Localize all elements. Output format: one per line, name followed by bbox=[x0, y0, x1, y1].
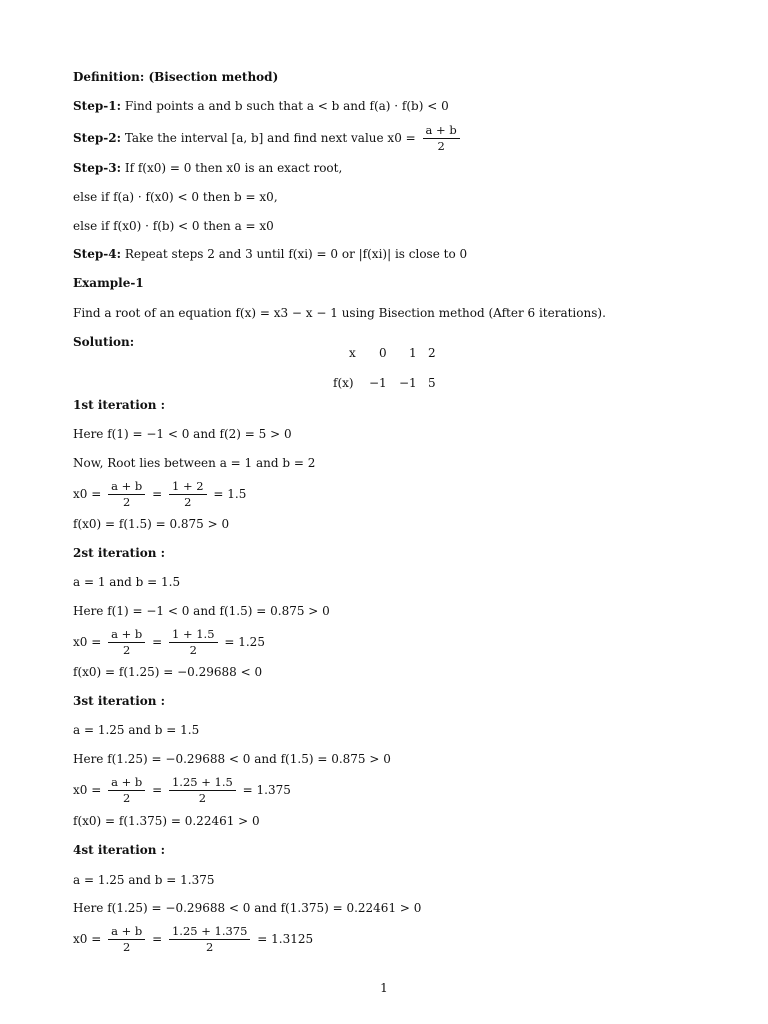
step-2 bbox=[73, 124, 463, 153]
step-3-line-2: else if f(a) · f(x0) < 0 then b = x0, bbox=[73, 190, 278, 204]
step-1 bbox=[73, 99, 449, 113]
step-2-label: Step-2: bbox=[73, 131, 121, 145]
iteration-2-ab: a = 1 and b = 1.5 bbox=[73, 575, 181, 589]
iteration-1-here: Here f(1) = −1 < 0 and f(2) = 5 > 0 bbox=[73, 427, 292, 441]
solution-label: Solution: bbox=[73, 335, 135, 349]
iteration-1-fx0: f(x0) = f(1.5) = 0.875 > 0 bbox=[73, 517, 230, 531]
example-heading: Example-1 bbox=[73, 276, 144, 290]
step-1-text: Find points a and b such that a < b and f(a) · f(b) < 0 bbox=[124, 99, 449, 113]
step-4-label: Step-4: bbox=[73, 247, 121, 261]
step-3-label: Step-3: bbox=[73, 161, 121, 175]
table-cell: 1 bbox=[409, 346, 417, 360]
step-1-label: Step-1: bbox=[73, 99, 121, 113]
table-cell: −1 bbox=[399, 376, 417, 390]
table-cell: f(x) bbox=[333, 376, 354, 390]
iteration-3-x0: x0 = $\frac{a + b}{2}$ = $\frac{1.25 + 1.5}{2}$ = 1.375 bbox=[73, 775, 291, 805]
definition-heading: Definition: (Bisection method) bbox=[73, 70, 279, 84]
iteration-3-ab: a = 1.25 and b = 1.5 bbox=[73, 723, 200, 737]
step-4-text: Repeat steps 2 and 3 until f(xi) = 0 or |f(xi)| is close to 0 bbox=[124, 247, 468, 261]
iteration-2-heading: 2st iteration : bbox=[73, 546, 166, 560]
iteration-1-x0: x0 = $\frac{a + b}{2}$ = $\frac{1 + 2}{2}$ = 1.5 bbox=[73, 479, 247, 509]
table-cell: −1 bbox=[369, 376, 387, 390]
iteration-1-root: Now, Root lies between a = 1 and b = 2 bbox=[73, 456, 316, 470]
iteration-4-x0: x0 = $\frac{a + b}{2}$ = $\frac{1.25 + 1.375}{2}$ = 1.3125 bbox=[73, 924, 314, 954]
iteration-2-fx0: f(x0) = f(1.25) = −0.29688 < 0 bbox=[73, 665, 263, 679]
iteration-2-here: Here f(1) = −1 < 0 and f(1.5) = 0.875 > 0 bbox=[73, 604, 330, 618]
iteration-1-heading: 1st iteration : bbox=[73, 398, 166, 412]
iteration-3-here: Here f(1.25) = −0.29688 < 0 and f(1.5) = 0.875 > 0 bbox=[73, 752, 391, 766]
table-cell: x bbox=[349, 346, 356, 360]
step-2-fraction: $\frac{a + b}{2}$ bbox=[423, 124, 460, 153]
step-4 bbox=[73, 247, 467, 261]
iteration-3-fx0: f(x0) = f(1.375) = 0.22461 > 0 bbox=[73, 814, 260, 828]
page-number: 1 bbox=[380, 981, 388, 995]
iteration-4-heading: 4st iteration : bbox=[73, 843, 166, 857]
iteration-4-ab: a = 1.25 and b = 1.375 bbox=[73, 873, 215, 887]
table-cell: 0 bbox=[379, 346, 387, 360]
iteration-2-x0: x0 = $\frac{a + b}{2}$ = $\frac{1 + 1.5}{2}$ = 1.25 bbox=[73, 627, 265, 657]
iteration-3-heading: 3st iteration : bbox=[73, 694, 166, 708]
table-cell: 2 bbox=[428, 346, 436, 360]
step-3-text: If f(x0) = 0 then x0 is an exact root, bbox=[124, 161, 343, 175]
iteration-4-here: Here f(1.25) = −0.29688 < 0 and f(1.375) = 0.22461 > 0 bbox=[73, 901, 422, 915]
step-2-text: Take the interval [a, b] and find next value x0 = bbox=[124, 131, 416, 145]
table-cell: 5 bbox=[428, 376, 436, 390]
step-3 bbox=[73, 161, 342, 175]
example-problem: Find a root of an equation f(x) = x3 − x − 1 using Bisection method (After 6 iterations). bbox=[73, 306, 606, 320]
step-3-line-3: else if f(x0) · f(b) < 0 then a = x0 bbox=[73, 219, 274, 233]
